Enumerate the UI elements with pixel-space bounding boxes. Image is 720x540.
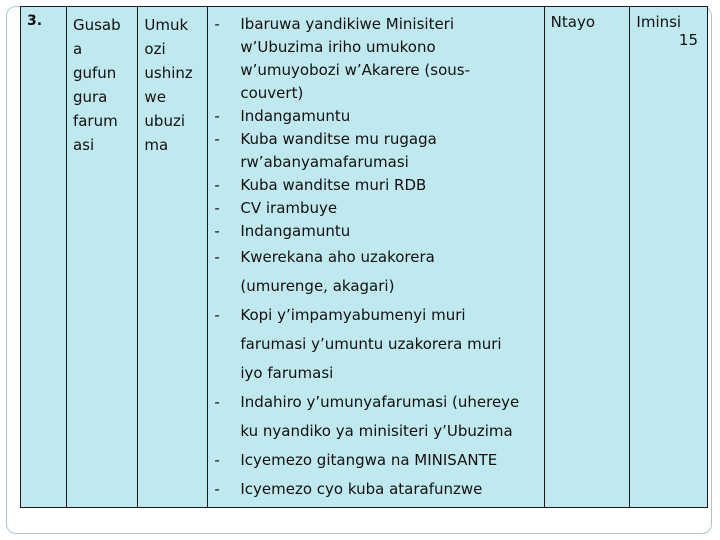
requirement-text: Kuba wanditse mu rugaga bbox=[240, 130, 437, 148]
cost-value: Ntayo bbox=[550, 13, 596, 31]
service-name-line: gura bbox=[72, 88, 108, 106]
list-item bbox=[214, 475, 538, 504]
service-name-line: a bbox=[72, 40, 83, 58]
service-name-line: gufun bbox=[72, 64, 117, 82]
list-item bbox=[214, 446, 538, 475]
cost-cell bbox=[544, 7, 630, 508]
bullet-dash: - bbox=[214, 15, 220, 33]
unit-name-line: ma bbox=[144, 136, 169, 154]
requirement-text: Kuba wanditse muri RDB bbox=[240, 176, 427, 194]
bullet-dash: - bbox=[214, 199, 220, 217]
requirement-text: w’Ubuzima iriho umukono bbox=[240, 38, 436, 56]
list-item bbox=[214, 388, 538, 446]
row-number: 3. bbox=[21, 7, 67, 508]
bullet-dash: - bbox=[214, 451, 220, 469]
requirement-text: iyo farumasi bbox=[240, 364, 334, 382]
requirement-text: (umurenge, akagari) bbox=[240, 277, 395, 295]
requirements-list bbox=[214, 13, 538, 504]
list-item bbox=[214, 174, 538, 197]
requirement-text: CV irambuye bbox=[240, 199, 338, 217]
list-item bbox=[214, 105, 538, 128]
requirement-text: couvert) bbox=[240, 84, 304, 102]
duration-line: 15 bbox=[678, 31, 698, 49]
requirement-text: Kwerekana aho uzakorera bbox=[240, 248, 435, 266]
bullet-dash: - bbox=[214, 176, 220, 194]
duration-value bbox=[636, 13, 702, 49]
bullet-dash: - bbox=[214, 248, 220, 266]
list-item bbox=[214, 13, 538, 105]
requirements-table bbox=[20, 6, 708, 508]
requirement-text: Kopi y’impamyabumenyi muri bbox=[240, 306, 466, 324]
requirement-text: Ibaruwa yandikiwe Minisiteri bbox=[240, 15, 455, 33]
requirement-text: w’umuyobozi w’Akarere (sous- bbox=[240, 61, 470, 79]
list-item bbox=[214, 301, 538, 388]
list-item bbox=[214, 128, 538, 174]
unit-name-line: ozi bbox=[144, 40, 166, 58]
bullet-dash: - bbox=[214, 130, 220, 148]
bullet-dash: - bbox=[214, 393, 220, 411]
table-row bbox=[21, 7, 708, 508]
requirements-cell bbox=[208, 7, 544, 508]
unit-name-line: Umuk bbox=[144, 16, 189, 34]
service-name-line: farum bbox=[72, 112, 118, 130]
service-name-line: Gusab bbox=[72, 16, 121, 34]
bullet-dash: - bbox=[214, 480, 220, 498]
requirement-text: ku nyandiko ya minisiteri y’Ubuzima bbox=[240, 422, 513, 440]
duration-line: Iminsi bbox=[636, 13, 682, 31]
bullet-dash: - bbox=[214, 107, 220, 125]
list-item bbox=[214, 243, 538, 301]
list-item bbox=[214, 197, 538, 220]
requirement-text: rw’abanyamafarumasi bbox=[240, 153, 409, 171]
unit-name-line: ubuzi bbox=[144, 112, 185, 130]
responsible-unit bbox=[144, 13, 202, 157]
requirement-text: Indahiro y’umunyafarumasi (uhereye bbox=[240, 393, 520, 411]
service-name bbox=[73, 13, 132, 157]
bullet-dash: - bbox=[214, 222, 220, 240]
requirement-text: Indangamuntu bbox=[240, 222, 351, 240]
requirement-text: Icyemezo cyo kuba atarafunzwe bbox=[240, 480, 483, 498]
unit-name-line: ushinz bbox=[144, 64, 193, 82]
bullet-dash: - bbox=[214, 306, 220, 324]
service-name-cell bbox=[66, 7, 137, 508]
unit-cell bbox=[138, 7, 208, 508]
duration-cell bbox=[630, 7, 708, 508]
requirement-text: Indangamuntu bbox=[240, 107, 351, 125]
service-name-line: asi bbox=[72, 136, 95, 154]
list-item bbox=[214, 220, 538, 243]
requirement-text: farumasi y’umuntu uzakorera muri bbox=[240, 335, 502, 353]
unit-name-line: we bbox=[144, 88, 166, 106]
requirement-text: Icyemezo gitangwa na MINISANTE bbox=[240, 451, 498, 469]
